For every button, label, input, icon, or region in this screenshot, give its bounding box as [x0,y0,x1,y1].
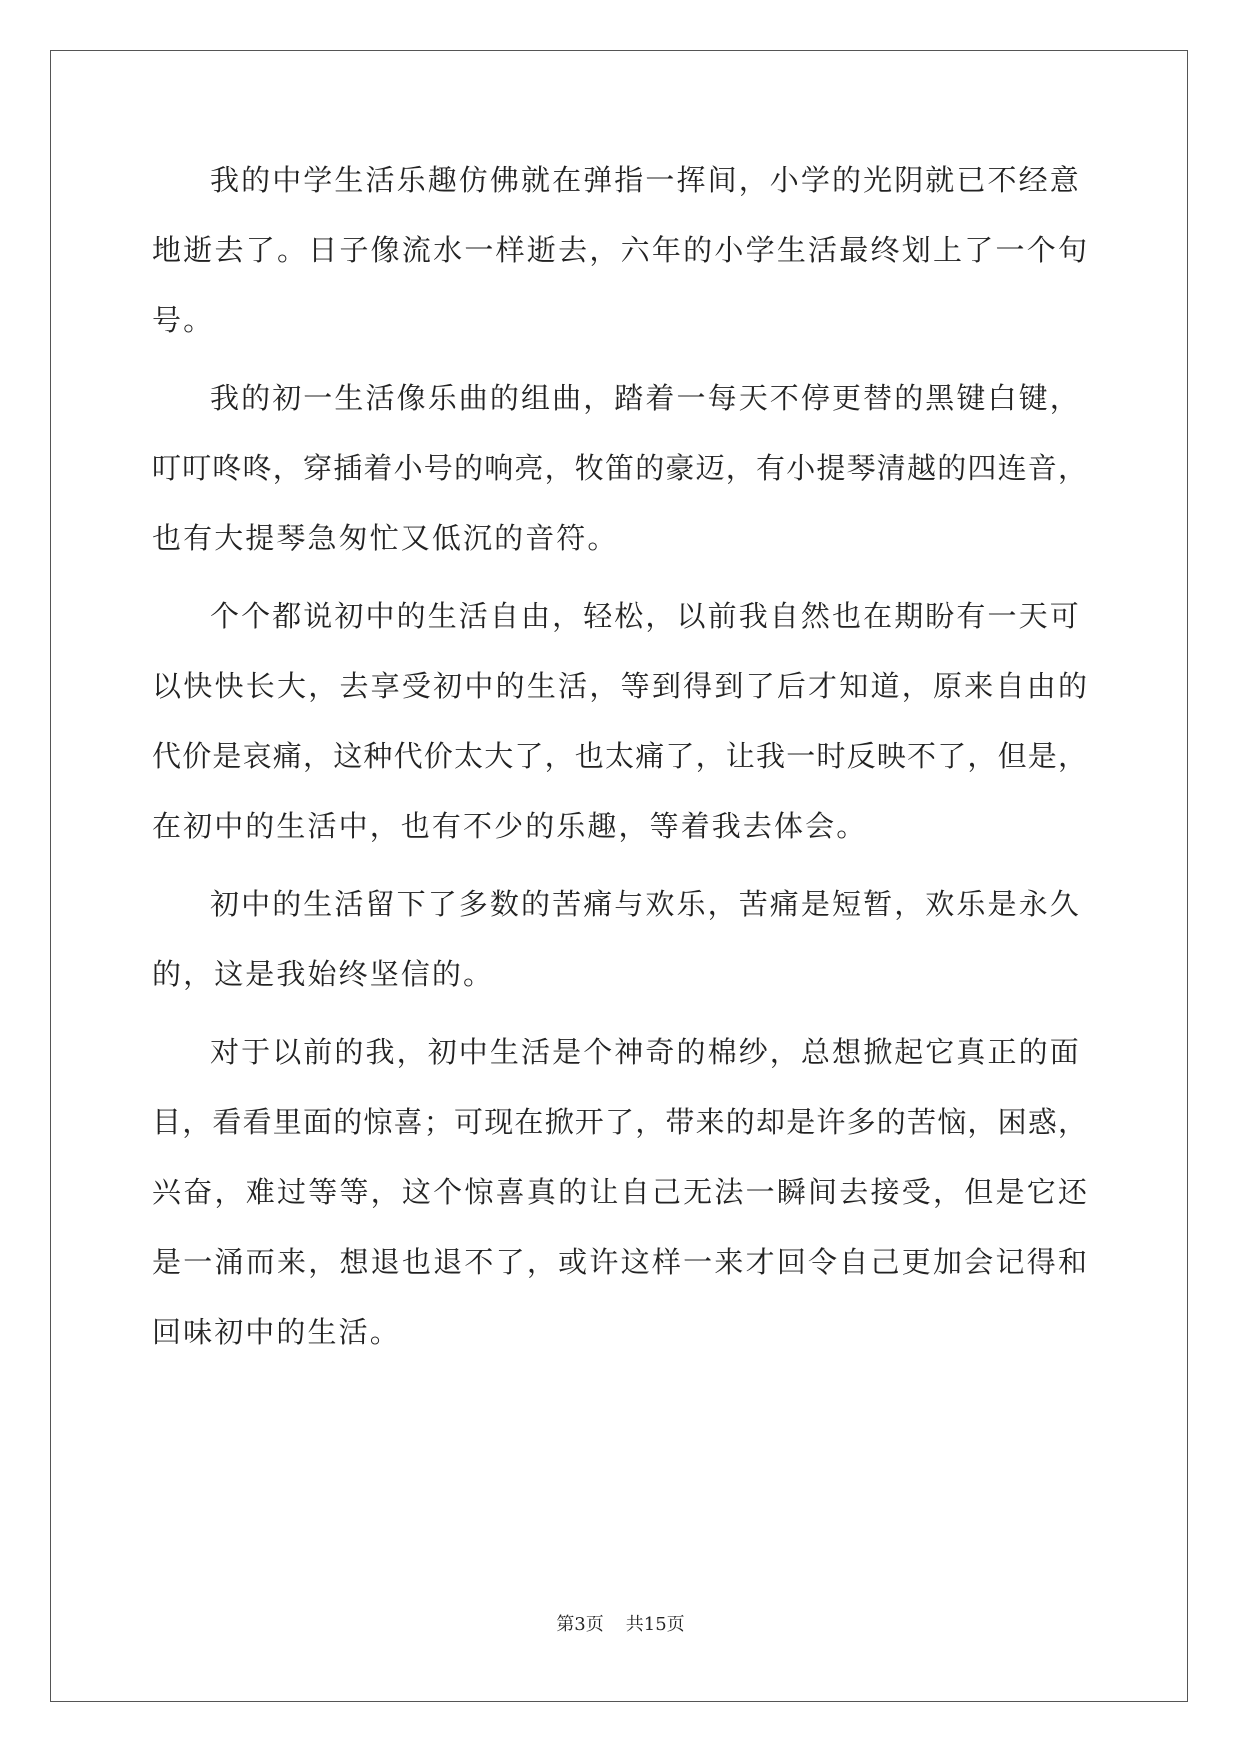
paragraph-5-line-5: 回味初中的生活。 [152,1315,401,1349]
paragraph-3-line-2: 以快快长大，去享受初中的生活，等到得到了后才知道，原来自由的 [152,669,1087,703]
paragraph-2-line-3: 也有大提琴急匆忙又低沉的音符。 [152,521,619,555]
paragraph-1-line-2: 地逝去了。日子像流水一样逝去，六年的小学生活最终划上了一个句 [152,233,1087,267]
page-border [50,50,1188,1702]
paragraph-1-line-3: 号。 [152,303,215,337]
page-footer [0,1610,1241,1636]
paragraph-1-line-1: 我的中学生活乐趣仿佛就在弹指一挥间，小学的光阴就已不经意 [210,163,1081,197]
paragraph-3-line-4: 在初中的生活中，也有不少的乐趣，等着我去体会。 [152,809,868,843]
paragraph-5-line-2: 目，看看里面的惊喜；可现在掀开了，带来的却是许多的苦恼，困惑， [152,1105,1087,1139]
paragraph-4-line-2: 的，这是我始终坚信的。 [152,957,495,991]
paragraph-4-line-1: 初中的生活留下了多数的苦痛与欢乐，苦痛是短暂，欢乐是永久 [210,887,1081,921]
paragraph-5-line-1: 对于以前的我，初中生活是个神奇的棉纱，总想掀起它真正的面 [210,1035,1081,1069]
paragraph-3-line-3: 代价是哀痛，这种代价太大了，也太痛了，让我一时反映不了，但是， [152,739,1087,773]
paragraph-3-line-1: 个个都说初中的生活自由，轻松，以前我自然也在期盼有一天可 [210,599,1081,633]
paragraph-5-line-4: 是一涌而来，想退也退不了，或许这样一来才回令自己更加会记得和 [152,1245,1087,1279]
total-pages: 共15页 [625,1614,685,1635]
paragraph-2-line-1: 我的初一生活像乐曲的组曲，踏着一每天不停更替的黑键白键， [210,381,1081,415]
paragraph-5-line-3: 兴奋，难过等等，这个惊喜真的让自己无法一瞬间去接受，但是它还 [152,1175,1087,1209]
paragraph-2-line-2: 叮叮咚咚，穿插着小号的响亮，牧笛的豪迈，有小提琴清越的四连音， [152,451,1087,485]
page-number: 第3页 [556,1614,604,1635]
